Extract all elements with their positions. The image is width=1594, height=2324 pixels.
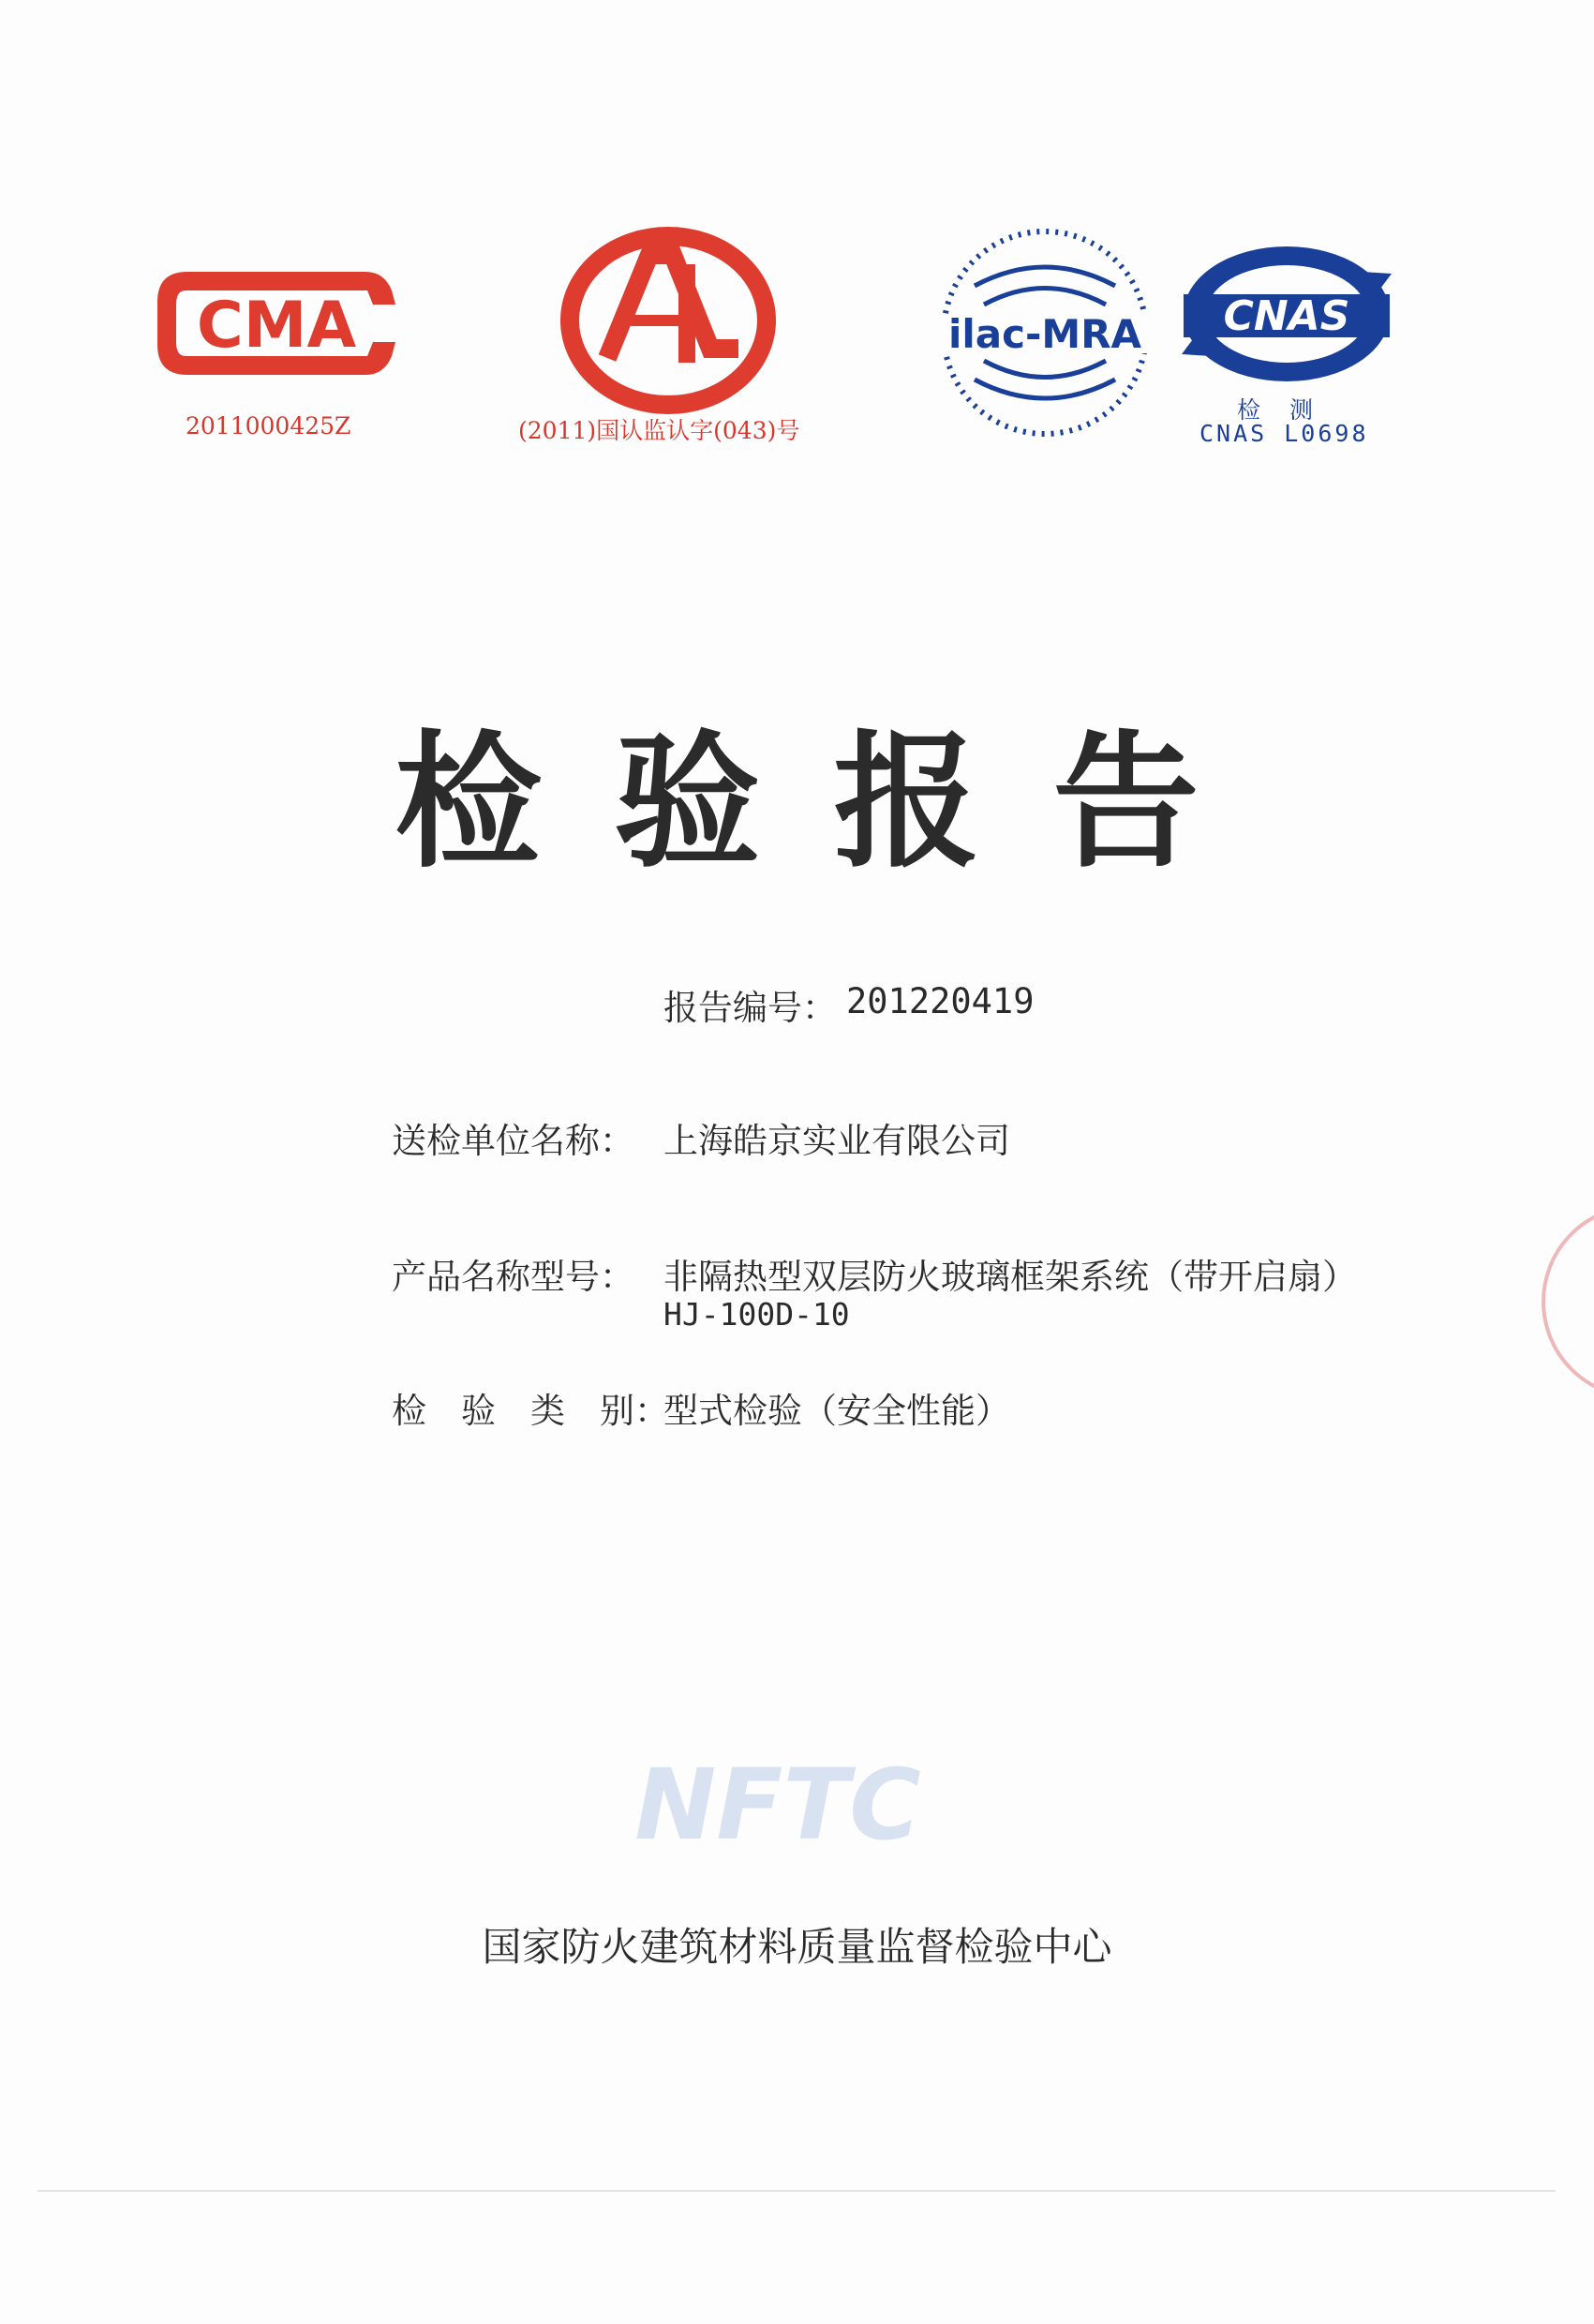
client-label: 送检单位名称： xyxy=(392,1121,634,1161)
bottom-divider xyxy=(37,2190,1556,2192)
report-number-value: 201220419 xyxy=(846,981,1035,1021)
report-number-label: 报告编号： xyxy=(663,988,837,1028)
svg-text:CMA: CMA xyxy=(196,289,357,363)
product-label: 产品名称型号： xyxy=(392,1257,634,1297)
cma-number: 2011000425Z xyxy=(186,412,351,439)
inspection-type-value: 型式检验（安全性能） xyxy=(663,1391,1010,1431)
official-seal-icon xyxy=(1542,1204,1594,1399)
cnas-number: CNAS L0698 xyxy=(1199,420,1369,447)
svg-text:NFTC: NFTC xyxy=(634,1752,921,1855)
svg-text:CNAS: CNAS xyxy=(1223,292,1350,340)
issuer-name: 国家防火建筑材料质量监督检验中心 xyxy=(482,1924,1112,1970)
report-title: 检验报告 xyxy=(395,717,1273,887)
svg-text:ilac-MRA: ilac-MRA xyxy=(947,311,1142,357)
cnas-sub-label: 检 测 xyxy=(1237,396,1317,424)
product-name: 非隔热型双层防火玻璃框架系统（带开启扇） xyxy=(663,1257,1357,1297)
cal-number: (2011)国认监认字(043)号 xyxy=(518,417,800,444)
client-value: 上海皓京实业有限公司 xyxy=(663,1121,1010,1161)
cal-logo-icon xyxy=(560,227,776,414)
cma-logo-icon xyxy=(150,262,403,384)
ilac-mra-logo-icon xyxy=(932,220,1157,445)
inspection-type-label: 检 验 类 别： xyxy=(392,1391,669,1431)
product-model: HJ-100D-10 xyxy=(663,1296,850,1333)
nftc-watermark xyxy=(618,1752,937,1855)
cnas-logo-icon xyxy=(1174,234,1399,398)
